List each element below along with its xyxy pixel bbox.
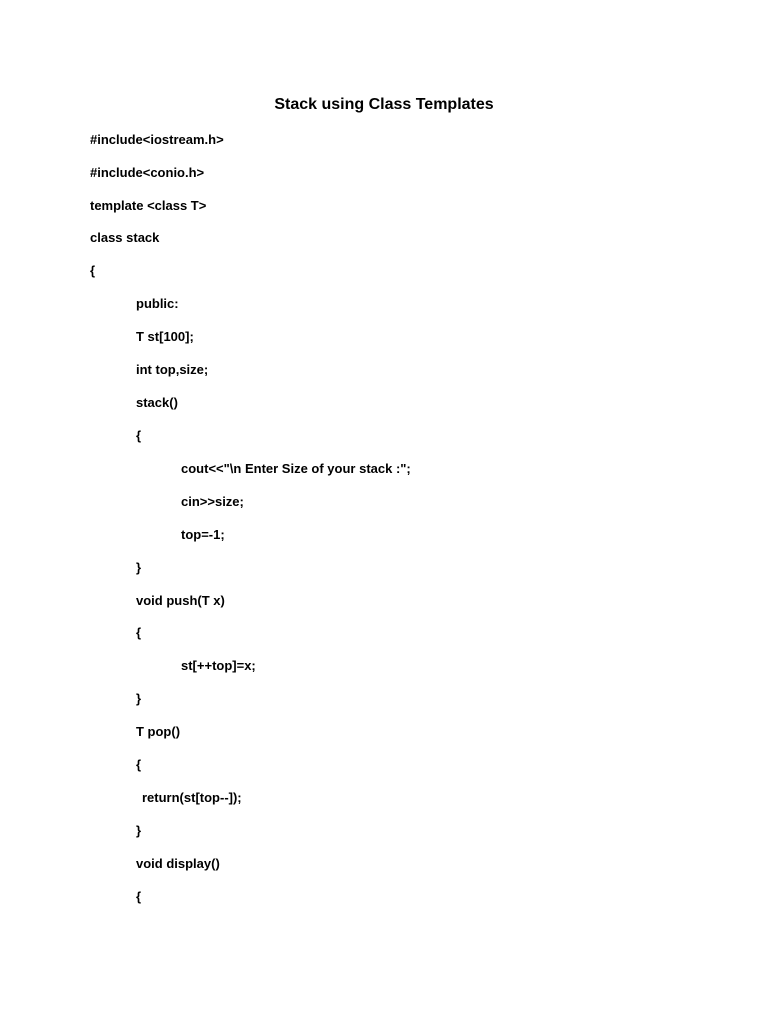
code-line-pop: T pop() [136, 724, 181, 739]
code-line-display-open: { [136, 889, 142, 904]
code-line-push-body: st[++top]=x; [181, 658, 256, 673]
code-line-template: template <class T> [90, 198, 207, 213]
document-title: Stack using Class Templates [274, 96, 494, 113]
code-line-pop-body: return(st[top--]); [142, 790, 242, 805]
code-line-open-brace: { [90, 263, 96, 278]
code-line-push-close: } [136, 691, 142, 706]
code-line-constructor-open: { [136, 428, 142, 443]
code-line-pop-open: { [136, 757, 142, 772]
code-line-constructor: stack() [136, 395, 178, 410]
code-line-display: void display() [136, 856, 220, 871]
code-line-cin: cin>>size; [181, 494, 244, 509]
code-line-array-decl: T st[100]; [136, 329, 194, 344]
code-line-cout: cout<<"\n Enter Size of your stack :"; [181, 461, 411, 476]
code-line-include-conio: #include<conio.h> [90, 165, 205, 180]
code-line-int-decl: int top,size; [136, 362, 209, 377]
code-line-include-iostream: #include<iostream.h> [90, 132, 224, 147]
code-line-constructor-close: } [136, 560, 142, 575]
code-line-class-stack: class stack [90, 230, 160, 245]
code-line-top-init: top=-1; [181, 527, 225, 542]
code-line-push-open: { [136, 625, 142, 640]
code-line-push: void push(T x) [136, 593, 225, 608]
code-line-pop-close: } [136, 823, 142, 838]
code-line-public: public: [136, 296, 179, 311]
